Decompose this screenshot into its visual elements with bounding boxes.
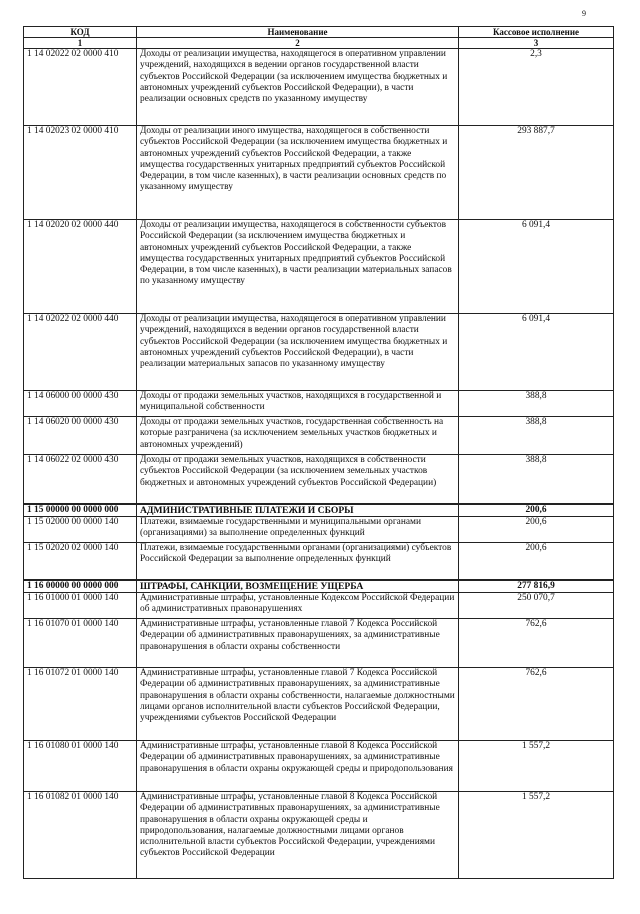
row-code: 1 14 06022 02 0000 430 <box>24 455 137 504</box>
row-name: Доходы от реализации иного имущества, находящегося в собственности субъектов Российской Федерации (за исключением имущества бюджетных и автономных учреждений субъектов Российской Федерации, а также имущества государственных унитарных предприятий субъектов Российской Федерации, в том числе казенных), в части реализации основных средств по указанному имуществу <box>137 126 459 220</box>
row-code: 1 16 01070 01 0000 140 <box>24 619 137 668</box>
table-row <box>24 741 614 792</box>
row-code: 1 14 02022 02 0000 440 <box>24 314 137 391</box>
row-value: 277 816,9 <box>459 580 614 593</box>
row-code: 1 14 06000 00 0000 430 <box>24 391 137 417</box>
row-value: 2,3 <box>459 49 614 126</box>
table-row <box>24 49 614 126</box>
row-code: 1 14 02020 02 0000 440 <box>24 220 137 314</box>
table-row <box>24 126 614 220</box>
row-code: 1 15 02020 02 0000 140 <box>24 543 137 580</box>
row-name: Административные штрафы, установленные главой 7 Кодекса Российской Федерации об административных правонарушениях, за административные правонарушения в области охраны собственности, налагаемые должностными лицами органов исполнительной власти субъектов Российской Федерации, учреждениями субъектов Российской Федерации <box>137 668 459 741</box>
table-row <box>24 593 614 619</box>
row-name: Административные штрафы, установленные главой 7 Кодекса Российской Федерации об административных правонарушениях, за административные правонарушения в области охраны собственности <box>137 619 459 668</box>
column-number-name: 2 <box>137 38 459 49</box>
row-name: Доходы от реализации имущества, находящегося в оперативном управлении учреждений, находящихся в ведении органов государственной власти субъектов Российской Федерации (за исключением имущества бюджетных и автономных учреждений субъектов Российской Федерации), в части реализации основных средств по указанному имуществу <box>137 49 459 126</box>
table-row <box>24 220 614 314</box>
row-code: 1 15 02000 00 0000 140 <box>24 517 137 543</box>
row-name: Доходы от реализации имущества, находящегося в оперативном управлении учреждений, находящихся в ведении органов государственной власти субъектов Российской Федерации (за исключением имущества бюджетных и автономных учреждений субъектов Российской Федерации), в части реализации материальных запасов по указанному имуществу <box>137 314 459 391</box>
column-number-code: 1 <box>24 38 137 49</box>
table-row <box>24 580 614 593</box>
budget-execution-table <box>23 26 614 879</box>
table-row <box>24 792 614 879</box>
row-name: Административные штрафы, установленные главой 8 Кодекса Российской Федерации об административных правонарушениях, за административные правонарушения в области охраны окружающей среды и природопользования, налагаемые должностными лицами органов исполнительной власти субъектов Российской Федерации, учреждениями субъектов Российской Федерации <box>137 792 459 879</box>
row-name: АДМИНИСТРАТИВНЫЕ ПЛАТЕЖИ И СБОРЫ <box>137 504 459 517</box>
row-value: 200,6 <box>459 504 614 517</box>
row-code: 1 14 06020 00 0000 430 <box>24 417 137 455</box>
table-body <box>24 49 614 879</box>
row-value: 200,6 <box>459 543 614 580</box>
row-code: 1 16 00000 00 0000 000 <box>24 580 137 593</box>
row-code: 1 16 01080 01 0000 140 <box>24 741 137 792</box>
row-value: 388,8 <box>459 417 614 455</box>
row-name: Административные штрафы, установленные главой 8 Кодекса Российской Федерации об административных правонарушениях, за административные правонарушения в области охраны окружающей среды и природопользования <box>137 741 459 792</box>
row-name: Доходы от продажи земельных участков, находящихся в государственной и муниципальной собственности <box>137 391 459 417</box>
row-value: 6 091,4 <box>459 314 614 391</box>
header-row <box>24 27 614 38</box>
table-row <box>24 517 614 543</box>
row-name: Административные штрафы, установленные Кодексом Российской Федерации об административных правонарушениях <box>137 593 459 619</box>
row-value: 1 557,2 <box>459 741 614 792</box>
table-row <box>24 417 614 455</box>
row-value: 250 070,7 <box>459 593 614 619</box>
row-value: 762,6 <box>459 668 614 741</box>
row-value: 293 887,7 <box>459 126 614 220</box>
table-row <box>24 504 614 517</box>
row-name: Доходы от продажи земельных участков, государственная собственность на которые разграничена (за исключением земельных участков бюджетных и автономных учреждений) <box>137 417 459 455</box>
table-row <box>24 543 614 580</box>
row-name: Доходы от реализации имущества, находящегося в собственности субъектов Российской Федерации (за исключением имущества бюджетных и автономных учреждений субъектов Российской Федерации, а также имущества государственных унитарных предприятий субъектов Российской Федерации, в том числе казенных), в части реализации материальных запасов по указанному имуществу <box>137 220 459 314</box>
column-number-row <box>24 38 614 49</box>
row-value: 388,8 <box>459 455 614 504</box>
row-value: 6 091,4 <box>459 220 614 314</box>
row-name: Платежи, взимаемые государственными органами (организациями) субъектов Российской Федерации за выполнение определенных функций <box>137 543 459 580</box>
table-row <box>24 314 614 391</box>
row-code: 1 14 02023 02 0000 410 <box>24 126 137 220</box>
row-value: 388,8 <box>459 391 614 417</box>
row-code: 1 16 01082 01 0000 140 <box>24 792 137 879</box>
header-name: Наименование <box>137 27 459 38</box>
row-value: 1 557,2 <box>459 792 614 879</box>
row-name: Доходы от продажи земельных участков, находящихся в собственности субъектов Российской Федерации (за исключением земельных участков бюджетных и автономных учреждений субъектов Российской Федерации) <box>137 455 459 504</box>
row-value: 762,6 <box>459 619 614 668</box>
row-code: 1 14 02022 02 0000 410 <box>24 49 137 126</box>
row-code: 1 15 00000 00 0000 000 <box>24 504 137 517</box>
header-code: КОД <box>24 27 137 38</box>
page-number: 9 <box>582 9 586 18</box>
row-name: Платежи, взимаемые государственными и муниципальными органами (организациями) за выполнение определенных функций <box>137 517 459 543</box>
table-row <box>24 391 614 417</box>
column-number-value: 3 <box>459 38 614 49</box>
table-row <box>24 455 614 504</box>
row-code: 1 16 01000 01 0000 140 <box>24 593 137 619</box>
header-value: Кассовое исполнение <box>459 27 614 38</box>
row-name: ШТРАФЫ, САНКЦИИ, ВОЗМЕЩЕНИЕ УЩЕРБА <box>137 580 459 593</box>
row-value: 200,6 <box>459 517 614 543</box>
row-code: 1 16 01072 01 0000 140 <box>24 668 137 741</box>
table-row <box>24 668 614 741</box>
table-row <box>24 619 614 668</box>
